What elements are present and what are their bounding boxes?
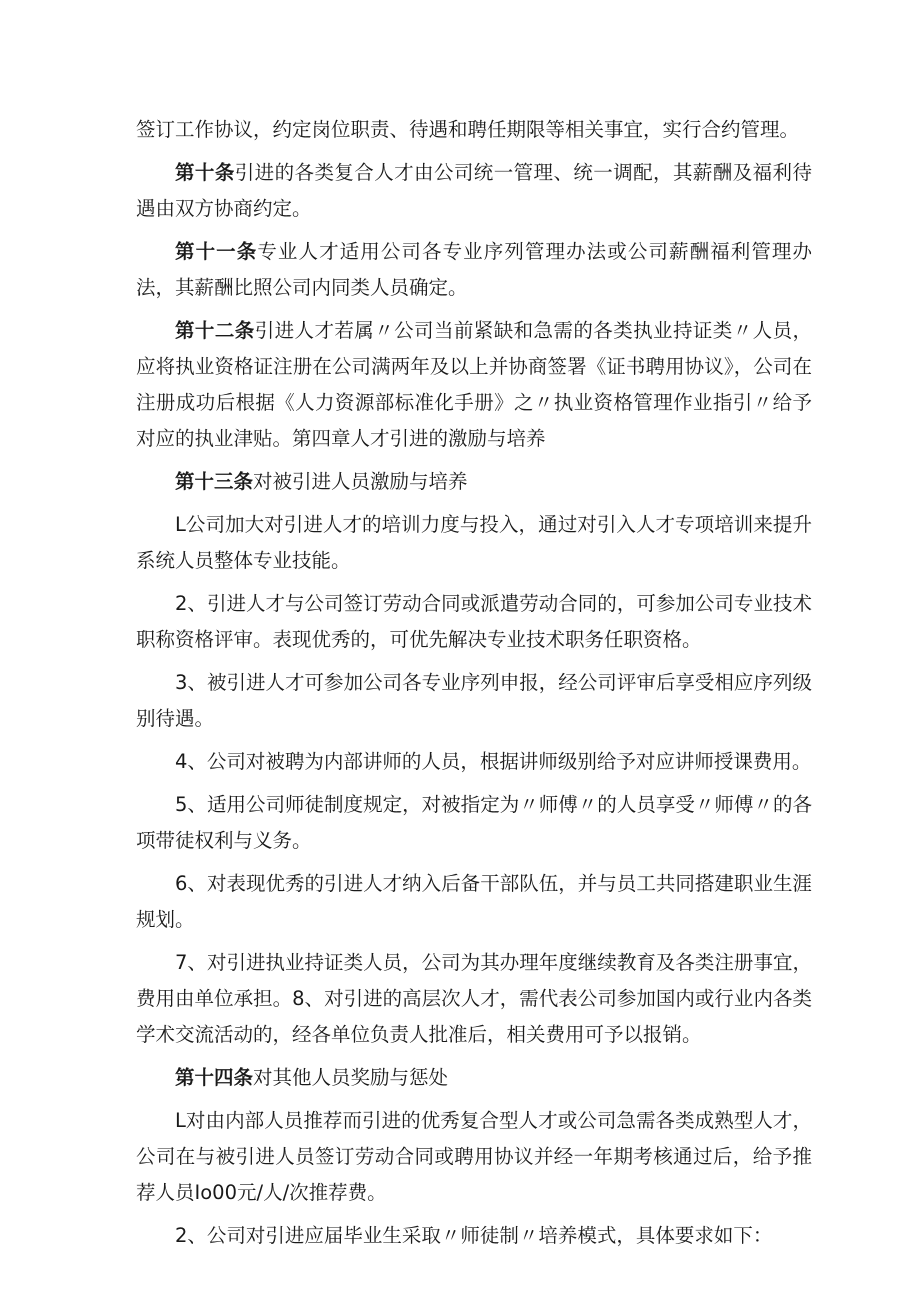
article-text: 专业人才适用公司各专业序列管理办法或公司薪酬福利管理办法，其薪酬比照公司内同类人员确定。: [136, 240, 812, 299]
article-heading: 第十条: [175, 161, 235, 184]
list-item: [136, 945, 812, 1053]
article-heading: 第十一条: [175, 240, 258, 263]
list-item: [136, 586, 812, 658]
article-text: 对被引进人员激励与培养: [253, 470, 468, 493]
list-item: [136, 665, 812, 737]
list-item: [136, 1218, 812, 1254]
list-item: [136, 787, 812, 859]
article-10: [136, 155, 812, 227]
article-14: [136, 1060, 812, 1096]
article-text: 对其他人员奖励与惩处: [253, 1066, 449, 1089]
list-item-text: L公司加大对引进人才的培训力度与投入，通过对引入人才专项培训来提升系统人员整体专业技能。: [136, 513, 812, 572]
article-13: [136, 464, 812, 500]
article-heading: 第十二条: [175, 319, 255, 342]
article-heading: 第十四条: [175, 1066, 254, 1089]
article-text: 引进的各类复合人才由公司统一管理、统一调配，其薪酬及福利待遇由双方协商约定。: [136, 161, 812, 220]
list-item: [136, 507, 812, 579]
list-item-text: L对由内部人员推荐而引进的优秀复合型人才或公司急需各类成熟型人才，公司在与被引进人员签订劳动合同或聘用协议并经一年期考核通过后，给予推荐人员Io00元/人/次推荐费。: [136, 1109, 812, 1204]
list-item-text: 2、引进人才与公司签订劳动合同或派遣劳动合同的，可参加公司专业技术职称资格评审。表现优秀的，可优先解决专业技术职务任职资格。: [136, 592, 812, 651]
list-item-text: 7、对引进执业持证类人员，公司为其办理年度继续教育及各类注册事宜，费用由单位承担。8、对引进的高层次人才，需代表公司参加国内或行业内各类学术交流活动的，经各单位负责人批准后，相关费用可予以报销。: [136, 951, 812, 1046]
list-item-text: 5、适用公司师徒制度规定，对被指定为〃师傅〃的人员享受〃师傅〃的各项带徒权利与义务。: [136, 793, 812, 852]
list-item: [136, 744, 812, 780]
paragraph-text: 签订工作协议，约定岗位职责、待遇和聘任期限等相关事宜，实行合约管理。: [136, 118, 800, 141]
list-item-text: 3、被引进人才可参加公司各专业序列申报，经公司评审后享受相应序列级别待遇。: [136, 671, 812, 730]
list-item-text: 2、公司对引进应届毕业生采取〃师徒制〃培养模式，具体要求如下：: [175, 1224, 773, 1247]
list-item-text: 6、对表现优秀的引进人才纳入后备干部队伍，并与员工共同搭建职业生涯规划。: [136, 872, 812, 931]
article-text: 引进人才若属〃公司当前紧缺和急需的各类执业持证类〃人员，应将执业资格证注册在公司满两年及以上并协商签署《证书聘用协议》，公司在注册成功后根据《人力资源部标准化手册》之〃执业资格管理作业指引〃给予对应的执业津贴。第四章人才引进的激励与培养: [136, 319, 812, 450]
article-12: [136, 313, 812, 457]
list-item: [136, 866, 812, 938]
list-item-text: 4、公司对被聘为内部讲师的人员，根据讲师级别给予对应讲师授课费用。: [175, 750, 812, 773]
document-body: [136, 112, 812, 1261]
article-11: [136, 234, 812, 306]
article-heading: 第十三条: [175, 470, 254, 493]
list-item: [136, 1103, 812, 1211]
paragraph-continuation: [136, 112, 812, 148]
